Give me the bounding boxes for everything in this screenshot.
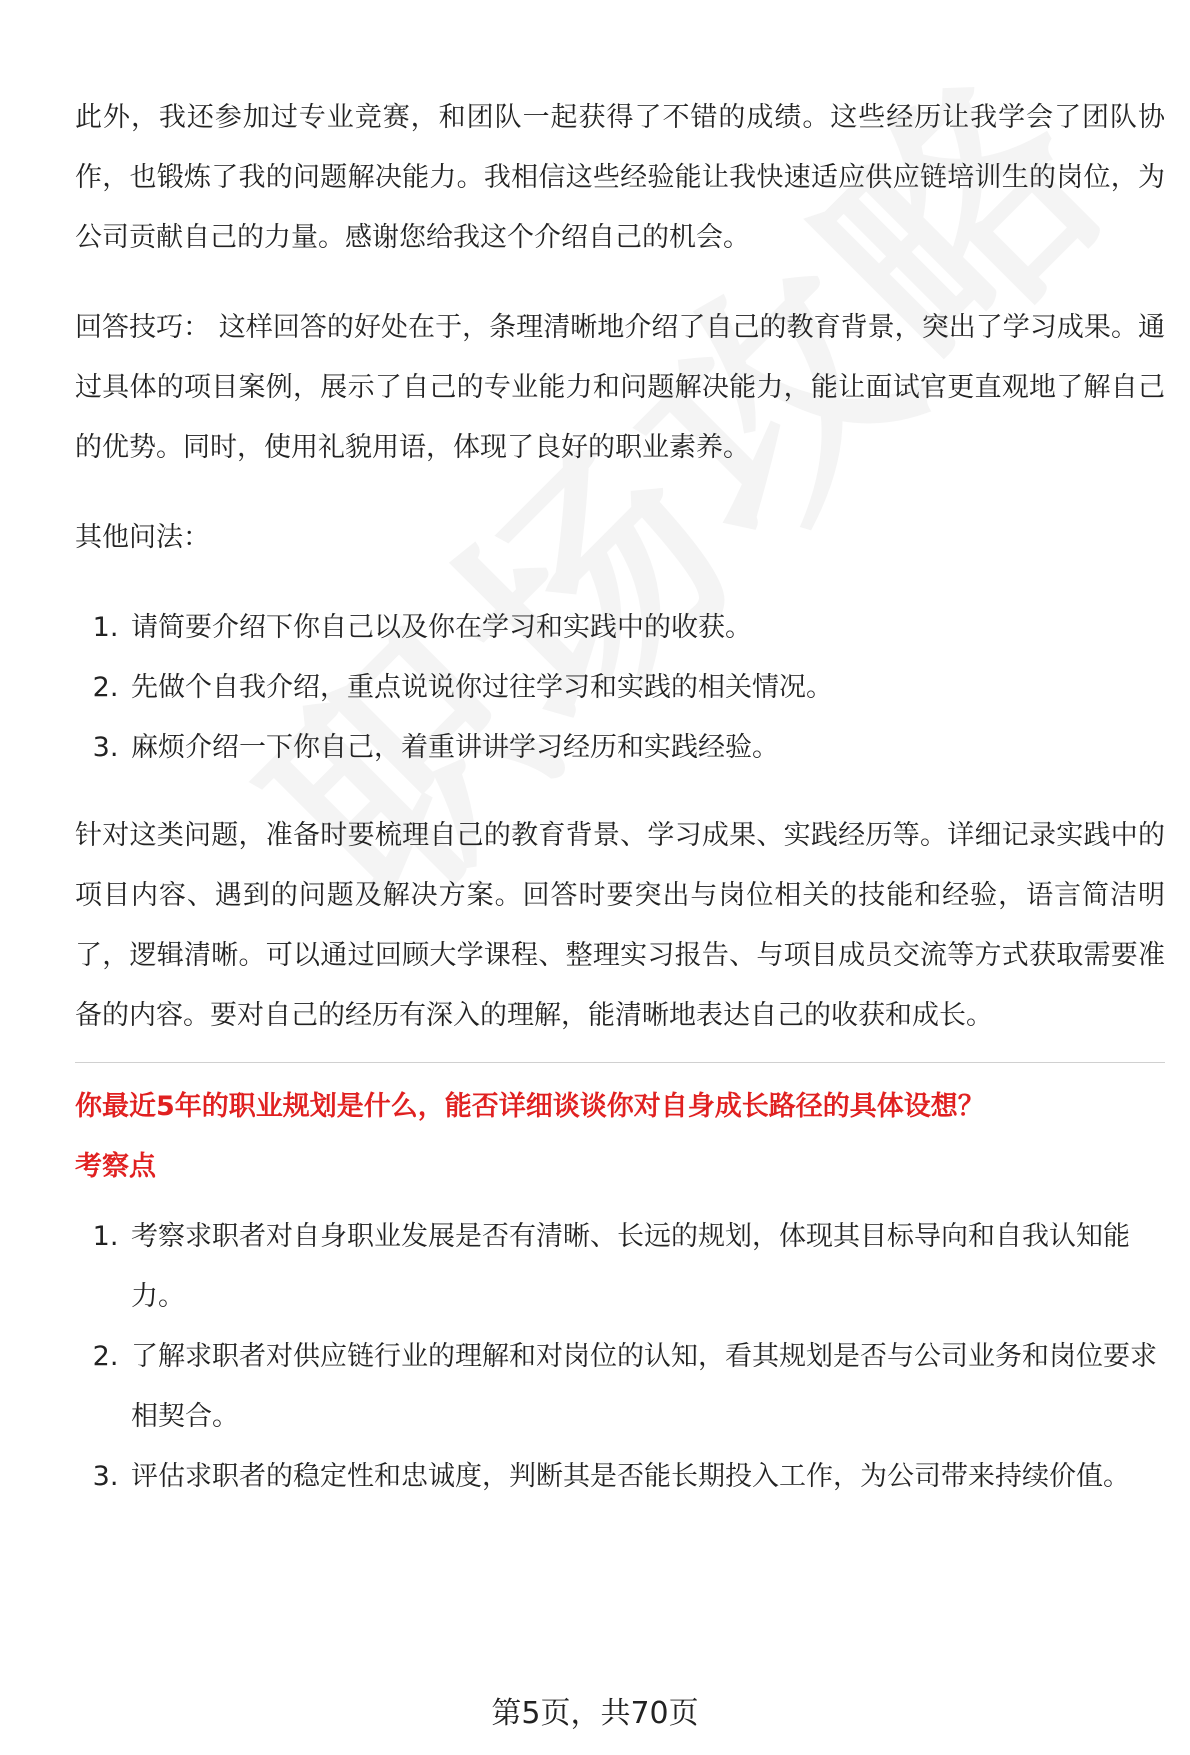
other-questions-list — [75, 598, 1165, 778]
other-questions-label: 其他问法： — [75, 522, 210, 553]
list-item: 1. 考察求职者对自身职业发展是否有清晰、长远的规划，体现其目标导向和自我认知能力。 — [127, 1207, 1165, 1327]
page-number: 第5页，共70页 — [491, 1696, 699, 1731]
list-item: 3. 麻烦介绍一下你自己，着重讲讲学习经历和实践经验。 — [127, 718, 1165, 778]
assessment-label: 考察点 — [75, 1151, 156, 1182]
list-item: 2. 了解求职者对供应链行业的理解和对岗位的认知，看其规划是否与公司业务和岗位要求相契合。 — [127, 1327, 1165, 1447]
preparation-paragraph: 针对这类问题，准备时要梳理自己的教育背景、学习成果、实践经历等。详细记录实践中的项目内容、遇到的问题及解决方案。回答时要突出与岗位相关的技能和经验，语言简洁明了，逻辑清晰。可以通过回顾大学课程、整理实习报告、与项目成员交流等方式获取需要准备的内容。要对自己的经历有深入的理解，能清晰地表达自己的收获和成长。 — [75, 820, 1165, 1031]
assessment-points-list — [75, 1207, 1165, 1507]
intro-paragraph: 此外，我还参加过专业竞赛，和团队一起获得了不错的成绩。这些经历让我学会了团队协作，也锻炼了我的问题解决能力。我相信这些经验能让我快速适应供应链培训生的岗位，为公司贡献自己的力量。感谢您给我这个介绍自己的机会。 — [75, 102, 1165, 253]
section-divider — [75, 1062, 1165, 1063]
list-item: 1. 请简要介绍下你自己以及你在学习和实践中的收获。 — [127, 598, 1165, 658]
list-item: 2. 先做个自我介绍，重点说说你过往学习和实践的相关情况。 — [127, 658, 1165, 718]
page-content — [75, 88, 1165, 1535]
answer-tip-paragraph: 回答技巧： 这样回答的好处在于，条理清晰地介绍了自己的教育背景，突出了学习成果。通过具体的项目案例，展示了自己的专业能力和问题解决能力，能让面试官更直观地了解自己的优势。同时，使用礼貌用语，体现了良好的职业素养。 — [75, 312, 1165, 463]
list-item: 3. 评估求职者的稳定性和忠诚度，判断其是否能长期投入工作，为公司带来持续价值。 — [127, 1447, 1165, 1507]
question-title: 你最近5年的职业规划是什么，能否详细谈谈你对自身成长路径的具体设想？ — [75, 1091, 985, 1122]
